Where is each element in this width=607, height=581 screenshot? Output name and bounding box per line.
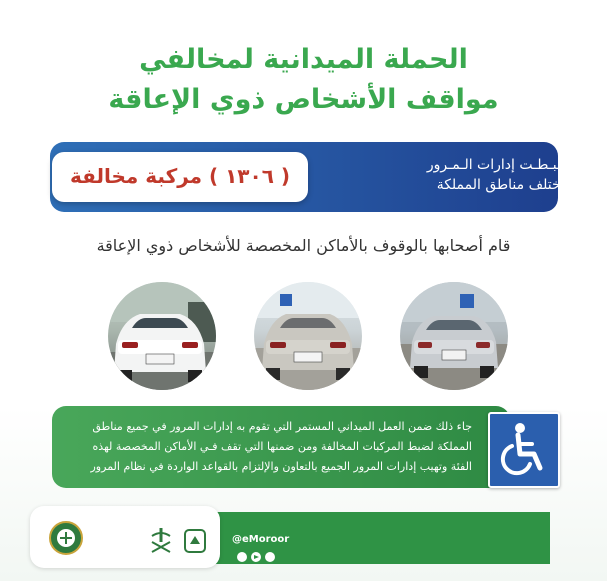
page-title-line2: مواقف الأشخاص ذوي الإعاقة — [108, 84, 499, 115]
violation-count: ( ١٣٠٦ ) مركبة مخالفة — [69, 164, 291, 188]
info-line2: المملكة لضبط المركبات المخالفة ومن ضمنها التي تقف فـي الأماكن المخصصة لهذه — [92, 440, 472, 453]
page-title-line1: الحملة الميدانية لمخالفي — [139, 44, 468, 75]
info-line3: الفئة وتهيب إدارات المرور الجميع بالتعاون والإلتزام بالقواعد الواردة في نظام المرور — [90, 460, 472, 473]
car-photo-1 — [400, 282, 508, 390]
subtitle: قام أصحابها بالوقوف بالأماكن المخصصة للأشخاص ذوي الإعاقة — [96, 236, 511, 255]
info-text — [60, 417, 472, 477]
banner-line2: بمختلف مناطق المملكة — [436, 177, 573, 193]
banner-text — [363, 155, 573, 195]
traffic-logo — [48, 520, 84, 556]
banner-line1: ضـبـطـت إدارات الـمـرور — [426, 157, 573, 173]
car-photo-2 — [254, 282, 362, 390]
wheelchair-icon — [488, 412, 560, 488]
emblem-logo — [148, 526, 174, 556]
ministry-logo — [182, 526, 208, 556]
info-line1: جاء ذلك ضمن العمل الميداني المستمر التي تقوم به إدارات المرور في جميع مناطق — [92, 420, 472, 433]
twitter-icon — [237, 552, 247, 562]
instagram-icon — [265, 552, 275, 562]
social-icons — [236, 548, 276, 560]
twitter-handle[interactable]: @eMoroor — [232, 534, 290, 545]
car-photo-3 — [108, 282, 216, 390]
